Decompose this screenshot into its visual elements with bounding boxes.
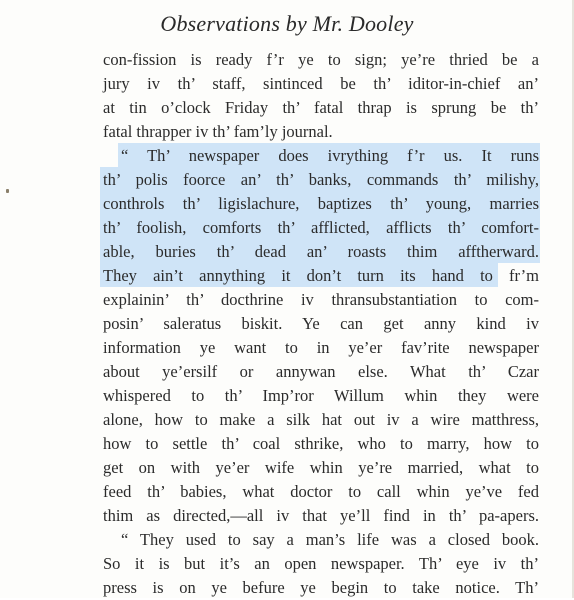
text-line[interactable]: information ye want to in ye’er fav’rite newspaper [103,338,539,357]
ink-speck [6,189,9,193]
text-line[interactable]: con-fission is ready f’r ye to sign; ye’re thried be a [103,50,539,69]
text-line[interactable]: jury iv th’ staff, sintinced be th’ iditor-in-chief an’ [103,74,539,93]
text-line[interactable]: So it is but it’s an open newspaper. Th’ eye iv th’ [103,554,539,573]
text-line[interactable]: “ Th’ newspaper does ivrything f’r us. It runs [121,146,539,165]
text-line[interactable]: conthrols th’ ligislachure, baptizes th’ young, marries [103,194,539,213]
text-line[interactable]: about ye’ersilf or annywan else. What th’ Czar [103,362,539,381]
text-line[interactable]: th’ foolish, comforts th’ afflicted, afflicts th’ comfort- [103,218,539,237]
text-line[interactable]: “ They used to say a man’s life was a closed book. [121,530,539,549]
text-line[interactable]: thim as directed,—all iv that ye’ll find in th’ pa-apers. [103,506,539,525]
text-line[interactable]: whispered to th’ Imp’ror Willum whin they were [103,386,539,405]
text-line[interactable]: explainin’ th’ docthrine iv thransubstantiation to com- [103,290,539,309]
text-line[interactable]: They ain’t annything it don’t turn its hand to fr’m [103,266,539,285]
text-line[interactable]: fatal thrapper iv th’ fam’ly journal. [103,122,333,141]
text-line[interactable]: how to settle th’ coal sthrike, who to marry, how to [103,434,539,453]
running-head: Observations by Mr. Dooley [160,11,414,36]
text-line[interactable]: at tin o’clock Friday th’ fatal thrap is sprung be th’ [103,98,539,117]
text-line[interactable]: th’ polis foorce an’ th’ banks, commands th’ milishy, [103,170,539,189]
text-line[interactable]: able, buries th’ dead an’ roasts thim afftherward. [103,242,539,261]
text-line[interactable]: feed th’ babies, what doctor to call whin ye’ve fed [103,482,539,501]
text-line[interactable]: alone, how to make a silk hat out iv a wire matthress, [103,410,539,429]
text-line[interactable]: get on with ye’er wife whin ye’re married, what to [103,458,539,477]
text-line[interactable]: press is on ye befure ye begin to take notice. Th’ [103,578,539,597]
text-line[interactable]: posin’ saleratus biskit. Ye can get anny kind iv [103,314,539,333]
